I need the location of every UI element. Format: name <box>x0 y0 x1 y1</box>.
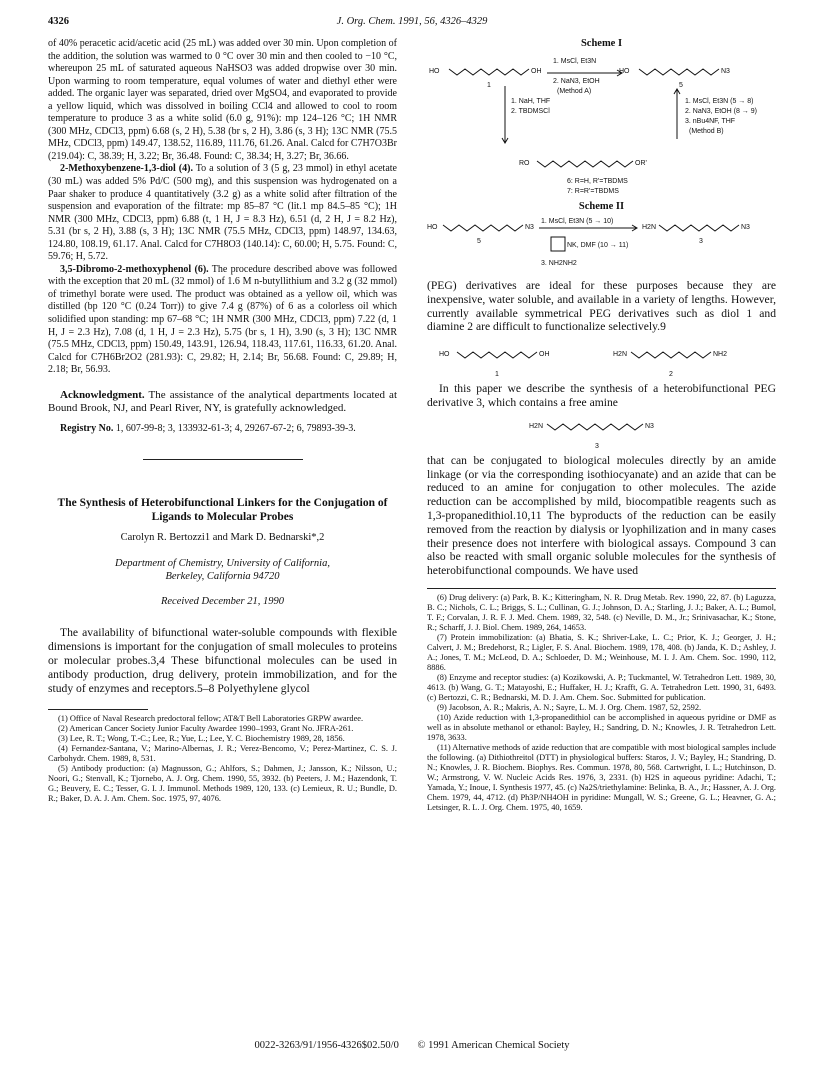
phthalimide-ring <box>551 237 565 251</box>
azido-amine-chain <box>547 424 643 430</box>
scheme-2-title: Scheme II <box>578 200 625 212</box>
reagent-text: 1. NaH, THF <box>511 97 551 105</box>
compound-number: 3 <box>595 442 599 450</box>
chem-label: HO <box>619 67 630 75</box>
compound-number: 3 <box>699 238 703 246</box>
peg-chain-5b <box>443 225 523 231</box>
compound-heading: 2-Methoxybenzene-1,3-diol (4). <box>60 163 193 175</box>
peg-chain-67 <box>537 161 633 167</box>
reagent-text: NK, DMF (10 → 11) <box>567 242 629 250</box>
chem-label: HO <box>439 351 450 359</box>
diamine-chain <box>631 352 711 358</box>
body-paragraph: that can be conjugated to biological molecules directly by an amide linkage (or via the corresponding isothiocyanate) and an azide that can be reduced to an amine for conjugation to other molecules. The azide reduction can be accomplished by mild, biocompatible reagents such as 1,3-propanedithiol.10,11 The byproducts of the reduction can be easily removed from the reaction by dialysis or lyophilization and in many cases their presence does not interfere with biological assays. Compound 3 can also be reacted with small organic soluble molecules for the synthesis of heterobifunctional compounds. We have used <box>427 453 776 578</box>
article-authors: Carolyn R. Bertozzi1 and Mark D. Bednarski*,2 <box>120 532 325 544</box>
reagent-text: 2. TBDMSCl <box>511 107 550 115</box>
chem-label: N3 <box>645 422 654 430</box>
reagent-text: 1. MsCl, Et3N (5 → 10) <box>541 218 614 226</box>
affiliation-line: Department of Chemistry, University of California, <box>115 557 330 569</box>
scheme-1-title: Scheme I <box>580 38 623 49</box>
reagent-text: 1. MsCl, Et3N <box>553 57 597 65</box>
reagent-text: 1. MsCl, Et3N (5 → 8) <box>685 97 754 105</box>
chem-label: N3 <box>525 224 534 232</box>
chem-label: H2N <box>642 224 657 232</box>
registry-text: 1, 607-99-8; 3, 133932-61-3; 4, 29267-67-2; 6, 79893-39-3. <box>113 422 356 434</box>
compound-number: 1 <box>487 81 491 89</box>
experimental-paragraph-6 <box>48 264 397 377</box>
footnote: (11) Alternative methods of azide reduction that are compatible with most biological samples include the following. (a) Dithiothreitol (DTT) in physiological buffers: Staros, J. V.; Bayley, H.; Standring, D. N.; Knowles, J. R. Biochem. Biophys. Res. Commun. 1978, 80, 568. Cartwright, I. L.; Hutchinson, D. W.; Armstrong, V. W. Nucleic Acids Res. 1976, 3, 2331. (b) H2S in aqueous pyridine: Adachi, T.; Yamada, Y.; Inoue, I. Synthesis 1977, 45. (c) Na2S/triethylamine: Belinka, B. A., Jr.; Hassner, A. J. Org. Chem. 1979, 44, 4712. (d) Ph3P/NH4OH in pyridine: Mungall, W. S.; Greene, G. L.; Heavner, G. A.; Letsinger, R. L. J. Org. Chem. 1975, 40, 1659. <box>427 743 777 813</box>
footnote: (4) Fernandez-Santana, V.; Marino-Albernas, J. R.; Verez-Bencomo, V.; Perez-Martinez, C. S. J. Carbohydr. Chem. 1989, 8, 531. <box>48 744 397 764</box>
page-header <box>48 16 776 30</box>
acknowledgment <box>48 389 397 415</box>
chem-label: OR' <box>635 159 647 167</box>
footnote: (6) Drug delivery: (a) Park, B. K.; Kitteringham, N. R. Drug Metab. Rev. 1990, 22, 87. (b) Laguzza, B. C.; Nichols, C. L.; Briggs, S. L.; Cullinan, G. J.; Johnson, D. A.; Starling, J. J.; Baker, A. L.; Bumol, T. F.; Corvalan, J. R. F. J. Med. Chem. 1989, 32, 548. (c) Neville, D. M., Jr.; Srinivasachar, K.; Stone, R.; Scharff, J. J. Biol. Chem. 1989, 264, 14653. <box>427 593 776 633</box>
article-code: 0022-3263/91/1956-4326$02.50/0 <box>254 1040 399 1051</box>
chem-label: H2N <box>529 422 544 430</box>
footnote: (1) Office of Naval Research predoctoral fellow; AT&T Bell Laboratories GRPW awardee. <box>58 714 364 724</box>
compound-legend: 6: R=H, R'=TBDMS <box>567 177 628 185</box>
diol-chain <box>457 352 537 358</box>
section-divider <box>143 459 303 460</box>
affiliation-line: Berkeley, California 94720 <box>165 570 280 582</box>
chem-label: RO <box>519 159 530 167</box>
paragraph-text: The procedure described above was followed with the exception that 20 mL (32 mmol) of 1.6 M n-butyllithium and 3.2 g (32 mmol) of trimethyl borate were used. The product was obtained as a yellow oil, which was distilled (bp 120 °C (0.24 Torr)) to give 7.4 g (87%) of 6 as a colorless oil which solidified upon standing: mp 67–68 °C; 1H NMR (300 MHz, CDCl3, ppm) 7.22 (d, 1 H, J = 2.3 Hz), 7.08 (d, 1 H, J = 2.3 Hz), 5.75 (br s, 1 H), 3.90 (s, 3 H); 13C NMR (75.5 MHz, CDCl3, ppm) 150.49, 143.91, 126.94, 118.43, 117.61, 116.33, 61.20. Anal. Calcd for C7H6Br2O2 (281.93): C, 29.82; H, 2.14; Br, 56.68. Found: C, 29.89; H, 2.18; Br, 56.93. <box>48 263 397 376</box>
experimental-paragraph-4 <box>48 163 397 263</box>
registry-numbers <box>48 423 397 436</box>
structure-3 <box>427 410 776 454</box>
scheme-2-diagram <box>427 213 776 275</box>
footnotes-right <box>427 593 776 813</box>
reagent-text: (Method A) <box>557 87 592 95</box>
ack-heading: Acknowledgment. <box>60 388 145 401</box>
footnote: (2) American Cancer Society Junior Faculty Awardee 1990–1993, Grant No. JFRA-261. <box>58 724 354 734</box>
footnote: (8) Enzyme and receptor studies: (a) Kozikowski, A. P.; Tuckmantel, W. Tetrahedron Lett. 1989, 30, 4613. (b) Wang, G. T.; Matayoshi, E.; Huffaker, H. J.; Krafft, G. A. Tetrahedron Lett. 1990, 31, 6493. (c) Bertozzi, C. R.; Bednarski, M. D. J. Am. Chem. Soc. Submitted for publication. <box>427 673 776 703</box>
footnote: (10) Azide reduction with 1,3-propanedithiol can be accomplished in aqueous pyridine or DMF as well as in absolute methanol or ethanol: Bayley, H.; Sandring, D. N.; Knowles, J. R. Tetrahedron Lett. 1978, 3633. <box>427 713 776 743</box>
chem-label: NH2 <box>713 351 728 359</box>
compound-number: 5 <box>679 81 683 89</box>
chem-label: OH <box>531 67 542 75</box>
body-paragraph: (PEG) derivatives are ideal for these purposes because they are inexpensive, water soluble, and available in a variety of lengths. However, currently available symmetrical PEG derivatives such as diol 1 and diamine 2 are difficult to functionalize selectively.9 <box>427 279 776 334</box>
peg-chain-5 <box>639 69 719 75</box>
footnote: (9) Jacobson, A. R.; Makris, A. N.; Sayre, L. M. J. Org. Chem. 1987, 52, 2592. <box>437 703 702 713</box>
registry-heading: Registry No. <box>60 422 114 434</box>
left-column <box>48 38 397 804</box>
ack-text: The assistance of the analytical departments located at Bound Brook, NJ, and Pearl River, NY, is gratefully acknowledged. <box>48 388 397 414</box>
compound-number: 2 <box>669 371 673 379</box>
body-paragraph: In this paper we describe the synthesis of a heterobifunctional PEG derivative 3, which contains a free amine <box>427 382 776 410</box>
chem-label: N3 <box>721 67 730 75</box>
reagent-text: 3. NH2NH2 <box>541 260 577 268</box>
intro-paragraph: The availability of bifunctional water-soluble compounds with flexible dimensions is important for the conjugation of small molecules to proteins or molecular probes.3,4 These bifunctional molecules can be used in antibody production, drug delivery, protein immobilization, and for the study of enzymes and receptors.5–8 Polyethylene glycol <box>48 626 397 695</box>
chem-label: OH <box>539 351 550 359</box>
reagent-text: 2. NaN3, EtOH <box>553 77 600 85</box>
copyright: © 1991 American Chemical Society <box>417 1040 570 1051</box>
footnote: (5) Antibody production: (a) Magnusson, G.; Ahlfors, S.; Dahmen, J.; Jansson, K.; Nilsson, U.; Noori, G.; Stenvall, K.; Tjornebo, A. J. Org. Chem. 1990, 55, 3932. (b) Peeters, J. M.; Hazendonk, T. G.; Beuvery, E. C.; Tesser, G. I. J. Immunol. Methods 1989, 120, 133. (c) Lemieux, R. U.; Bundle, D. R.; Baker, D. A. J. Am. Chem. Soc. 1975, 97, 4076. <box>48 764 397 804</box>
footnotes-left <box>48 714 397 804</box>
article-title: The Synthesis of Heterobifunctional Linkers for the Conjugation of Ligands to Molecular Probes <box>57 497 388 524</box>
structures-1-2 <box>427 338 776 382</box>
experimental-paragraph: of 40% peracetic acid/acetic acid (25 mL) was added over 30 min. Upon completion of the addition, the solution was warmed to 0 °C over 30 min and then cooled to −10 °C, whereupon 25 mL of saturated aqueous NaHSO3 was added dropwise over 30 min. Upon warming to room temperature, equal volumes of water and diethyl ether were added. The organic layer was separated, dried over MgSO4, and evaporated to provide a yellow liquid, which was dissolved in boiling CCl4 and allowed to cool to room temperature to produce 3 as a white solid (6.0 g, 91%): mp 124–126 °C; 1H NMR (300 MHz, CDCl3, ppm) 6.68 (s, 2 H), 5.38 (br s, 2 H), 3.86 (s, 3 H); 13C NMR (75.5 MHz, CDCl3, ppm) 149.47, 138.52, 116.89, 111.76, 61.26. Anal. Calcd for C7H7O3Br (219.04): C, 38.39; H, 3.22; Br, 36.48. Found: C, 38.34; H, 3.27; Br, 36.66. <box>48 38 397 162</box>
paragraph-text: To a solution of 3 (5 g, 23 mmol) in ethyl acetate (30 mL) was added 5% Pd/C (500 mg), and this suspension was hydrogenated on a Paar shaker to produce 4 quantitatively (3.2 g) as a white solid after filtration of the suspension and evaporation of the filtrate: mp 85–87 °C (lit.1 mp 84.5–85 °C); 1H NMR (300 MHz, CDCl3, ppm) 6.88 (t, 1 H, J = 8.3 Hz), 6.51 (d, 2 H, J = 8.2 Hz), 5.31 (br s, 2 H), 3.88 (s, 3 H); 13C NMR (75.5 MHz, CDCl3, ppm) 148.97, 134.63, 124.80, 108.19, 61.17. Anal. Calcd for C7H8O3 (140.14): C, 60.00; H, 5.75. Found: C, 59.76; H, 5.72. <box>48 163 397 263</box>
chem-label: N3 <box>741 224 750 232</box>
footnote-divider <box>48 709 148 710</box>
journal-citation: J. Org. Chem. 1991, 56, 4326–4329 <box>336 16 488 27</box>
compound-number: 1 <box>495 371 499 379</box>
footnote: (7) Protein immobilization: (a) Bhatia, S. K.; Shriver-Lake, L. C.; Prior, K. J.; Georger, J. H.; Calvert, J. M.; Bredehorst, R.; Ligler, F. S. Anal. Biochem. 1989, 178, 408. (b) Janda, K. D.; Ashley, J. A.; Jones, T. M.; McLeod, D. A.; Schloeder, D. M.; Weinhouse, M. I. J. Am. Chem. Soc. 1990, 112, 8886. <box>427 633 776 673</box>
page-footer <box>48 1040 776 1051</box>
compound-number: 5 <box>477 238 481 246</box>
chem-label: HO <box>427 224 438 232</box>
affiliation <box>48 557 397 583</box>
footnote: (3) Lee, R. T.; Wong, T.-C.; Lee, R.; Yue, L.; Lee, Y. C. Biochemistry 1989, 28, 1856. <box>58 734 345 744</box>
reagent-text: 3. nBu4NF, THF <box>685 117 736 125</box>
footnote-divider <box>427 588 776 589</box>
chem-label: HO <box>429 67 440 75</box>
peg-chain-1 <box>449 69 529 75</box>
scheme-1-diagram <box>427 51 776 201</box>
compound-legend: 7: R=R'=TBDMS <box>567 187 619 195</box>
reagent-text: (Method B) <box>689 127 724 135</box>
peg-chain-3 <box>659 225 739 231</box>
reagent-text: 2. NaN3, EtOH (8 → 9) <box>685 107 757 115</box>
received-date: Received December 21, 1990 <box>160 595 285 607</box>
right-column <box>427 38 776 813</box>
page-number: 4326 <box>48 16 69 27</box>
compound-heading: 3,5-Dibromo-2-methoxyphenol (6). <box>60 263 209 275</box>
chem-label: H2N <box>613 351 628 359</box>
